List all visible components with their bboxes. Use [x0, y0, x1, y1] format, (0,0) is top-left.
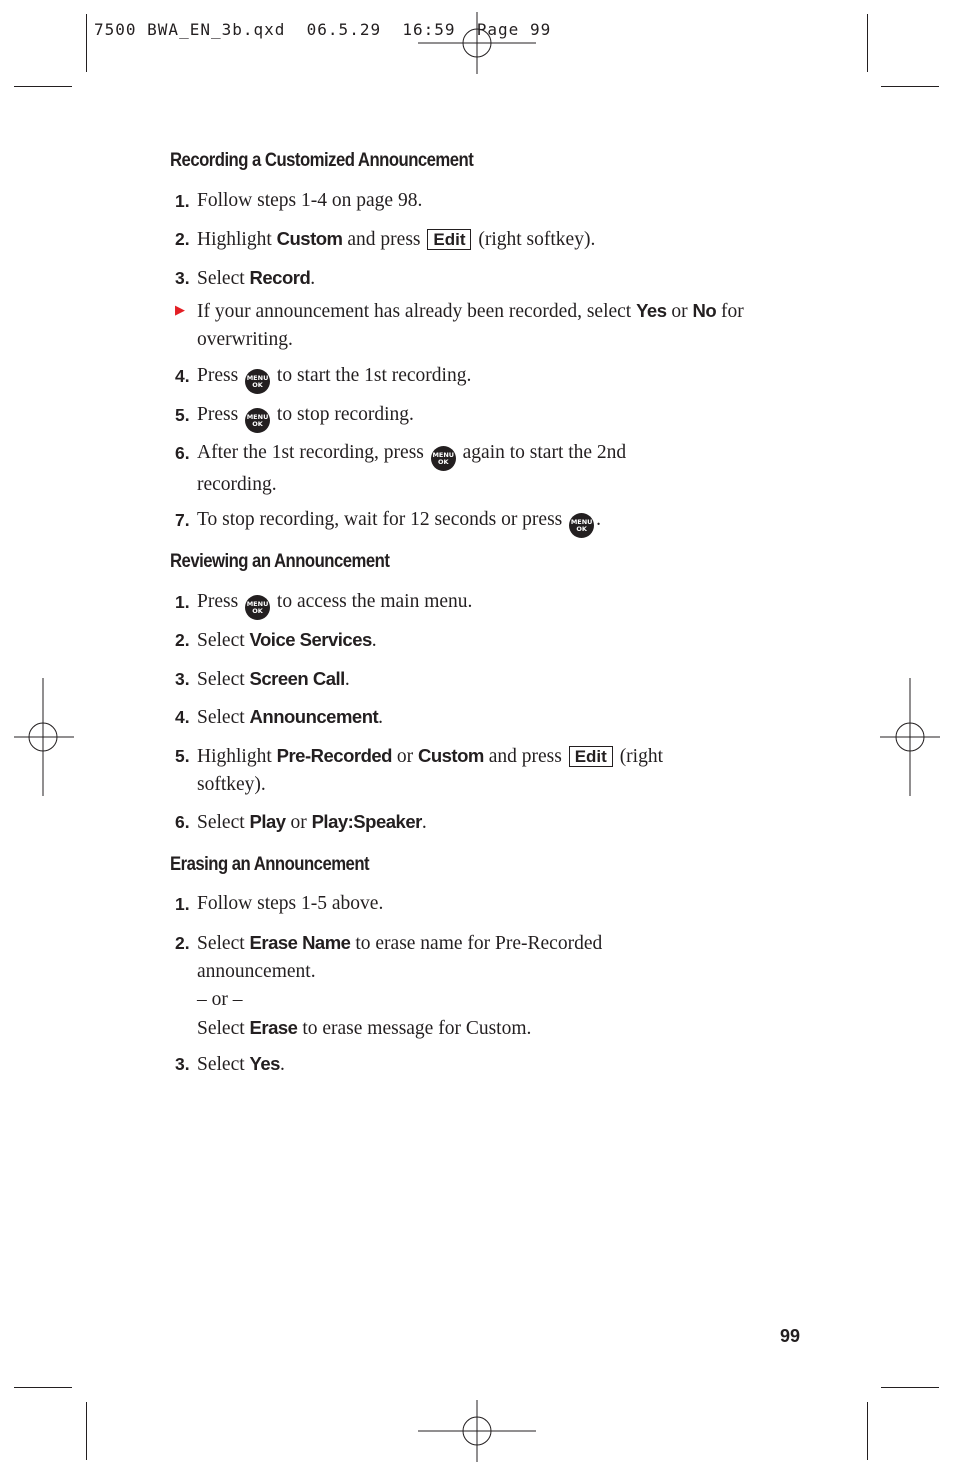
- print-slug: 7500 BWA_EN_3b.qxd 06.5.29 16:59 Page 99: [94, 20, 552, 39]
- crop-mark: [881, 86, 939, 87]
- step-text: .: [279, 1054, 285, 1075]
- step-text: Select: [197, 1018, 250, 1039]
- step-text: for overwriting.: [197, 301, 744, 350]
- menu-option: Custom: [276, 228, 343, 249]
- crop-mark: [86, 1402, 87, 1460]
- step-number: 5.: [175, 405, 190, 425]
- menu-option: Erase Name: [249, 932, 351, 953]
- section-heading-erasing: Erasing an Announcement: [170, 854, 370, 875]
- list-item: [175, 703, 745, 732]
- step-text: to start the 1st recording.: [272, 365, 472, 386]
- list-item: [175, 1050, 745, 1079]
- crop-mark: [86, 14, 87, 72]
- list-item: [175, 401, 745, 433]
- crop-mark: [881, 1387, 939, 1388]
- menu-ok-key-icon: [245, 369, 270, 394]
- step-number: 2.: [175, 630, 190, 650]
- icon-label: MENU: [432, 451, 455, 459]
- step-text: to erase name for Pre-Recorded announcement.: [197, 933, 603, 982]
- step-text: Press: [197, 591, 244, 612]
- bullet-arrow-icon: ▶: [175, 303, 185, 318]
- list-item: [175, 362, 745, 394]
- crop-mark: [14, 1387, 72, 1388]
- menu-option: Pre-Recorded: [276, 745, 392, 766]
- icon-label: MENU: [570, 518, 593, 526]
- step-number: 1.: [175, 894, 190, 914]
- step-text: Highlight: [197, 746, 277, 767]
- step-text: or: [285, 812, 312, 833]
- registration-mark-icon: [418, 12, 536, 74]
- list-item: [175, 808, 745, 837]
- menu-ok-key-icon: [431, 446, 456, 471]
- step-number: 6.: [175, 812, 190, 832]
- icon-label: OK: [252, 381, 263, 389]
- crop-mark: [14, 86, 72, 87]
- list-item: [175, 297, 745, 354]
- step-text: to access the main menu.: [272, 591, 473, 612]
- crop-mark: [867, 1402, 868, 1460]
- menu-option: Announcement: [249, 706, 379, 727]
- step-text: to erase message for Custom.: [297, 1018, 532, 1039]
- menu-option: Play: [249, 811, 286, 832]
- step-number: 4.: [175, 707, 190, 727]
- step-text: .: [371, 630, 377, 651]
- step-text: and press: [342, 229, 426, 250]
- step-text: If your announcement has already been recorded, select: [197, 301, 637, 322]
- step-number: 2.: [175, 933, 190, 953]
- icon-label: OK: [576, 525, 587, 533]
- menu-option: No: [692, 300, 717, 321]
- edit-softkey: Edit: [427, 229, 471, 250]
- section-heading-reviewing: Reviewing an Announcement: [170, 551, 390, 572]
- step-text: Select: [197, 268, 250, 289]
- menu-option: Play:Speaker: [311, 811, 422, 832]
- step-text: Select: [197, 669, 250, 690]
- step-text: and press: [483, 746, 567, 767]
- step-number: 3.: [175, 268, 190, 288]
- step-text: again to start the 2nd recording.: [197, 442, 627, 495]
- step-text: Select: [197, 1054, 250, 1075]
- menu-option: Record: [249, 267, 311, 288]
- list-item: [175, 626, 745, 655]
- step-text: .: [421, 812, 427, 833]
- step-number: 3.: [175, 669, 190, 689]
- menu-option: Voice Services: [249, 629, 372, 650]
- menu-option: Erase: [249, 1017, 298, 1038]
- list-item: [175, 264, 745, 293]
- step-text: Press: [197, 365, 244, 386]
- list-item: [175, 588, 745, 620]
- list-item: [175, 929, 665, 1043]
- list-item: [175, 742, 700, 799]
- step-text: or: [666, 301, 693, 322]
- step-text: Select: [197, 707, 250, 728]
- icon-label: OK: [252, 607, 263, 615]
- step-text: .: [344, 669, 350, 690]
- step-text: Highlight: [197, 229, 277, 250]
- step-text: (right softkey).: [473, 229, 596, 250]
- menu-ok-key-icon: [245, 595, 270, 620]
- step-text: or: [391, 746, 418, 767]
- step-text: (right softkey).: [197, 746, 664, 795]
- section-heading-recording: Recording a Customized Announcement: [170, 150, 474, 171]
- icon-label: MENU: [246, 374, 269, 382]
- step-number: 1.: [175, 191, 190, 211]
- step-number: 5.: [175, 746, 190, 766]
- step-text: Select: [197, 630, 250, 651]
- icon-label: OK: [252, 420, 263, 428]
- step-number: 6.: [175, 443, 190, 463]
- menu-option: Yes: [249, 1053, 280, 1074]
- step-text: Follow steps 1-4 on page 98.: [197, 190, 423, 211]
- list-item: [175, 506, 745, 538]
- registration-mark-icon: [880, 678, 940, 796]
- page-number: 99: [780, 1326, 801, 1346]
- step-number: 1.: [175, 592, 190, 612]
- edit-softkey: Edit: [569, 746, 613, 767]
- menu-option: Screen Call: [249, 668, 345, 689]
- list-item: [175, 439, 695, 499]
- step-text: Select: [197, 933, 250, 954]
- step-text: Press: [197, 404, 244, 425]
- step-text: After the 1st recording, press: [197, 442, 429, 463]
- icon-label: OK: [437, 458, 449, 466]
- menu-ok-key-icon: [569, 513, 594, 538]
- registration-mark-icon: [418, 1400, 536, 1462]
- step-text: .: [310, 268, 316, 289]
- menu-option: Custom: [417, 745, 484, 766]
- step-text: .: [378, 707, 384, 728]
- crop-mark: [867, 14, 868, 72]
- step-number: 2.: [175, 229, 190, 249]
- icon-label: MENU: [246, 413, 269, 421]
- step-number: 4.: [175, 366, 190, 386]
- step-text: To stop recording, wait for 12 seconds or press: [197, 509, 568, 530]
- step-text: Select: [197, 812, 250, 833]
- step-text: Follow steps 1-5 above.: [197, 893, 384, 914]
- list-item: [175, 225, 745, 254]
- list-item: [175, 890, 745, 918]
- step-text: .: [596, 509, 602, 530]
- icon-label: MENU: [246, 600, 269, 608]
- step-text: to stop recording.: [272, 404, 414, 425]
- menu-option: Yes: [636, 300, 667, 321]
- list-item: [175, 187, 745, 215]
- menu-ok-key-icon: [245, 408, 270, 433]
- step-number: 3.: [175, 1054, 190, 1074]
- step-number: 7.: [175, 510, 190, 530]
- registration-mark-icon: [14, 678, 74, 796]
- list-item: [175, 665, 745, 694]
- step-text: – or –: [197, 989, 243, 1010]
